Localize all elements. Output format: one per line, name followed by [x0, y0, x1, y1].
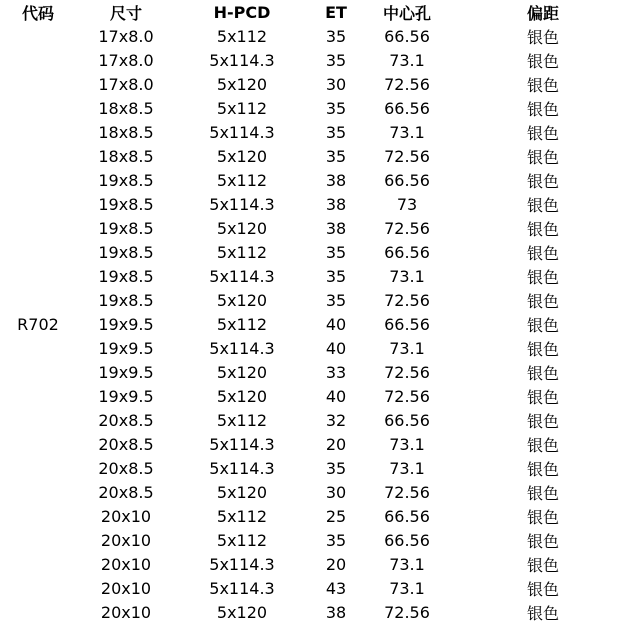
table-row: [0, 240, 636, 264]
cell-pcd: 5x112: [216, 314, 268, 334]
cell-center-bore: 66.56: [384, 410, 430, 430]
table-row: [0, 600, 636, 624]
cell-center-bore: 73.1: [389, 578, 425, 598]
table-row: [0, 552, 636, 576]
cell-offset: 银色: [526, 483, 559, 503]
cell-center-bore: 66.56: [384, 530, 430, 550]
cell-size: 19x9.5: [98, 314, 154, 334]
table-row: [0, 336, 636, 360]
cell-pcd: 5x120: [216, 386, 268, 406]
cell-offset: 银色: [526, 219, 559, 239]
header-pcd: H-PCD: [213, 2, 271, 22]
cell-et: 35: [325, 290, 347, 310]
cell-offset: 银色: [526, 411, 559, 431]
table-row: [0, 384, 636, 408]
cell-center-bore: 72.56: [384, 74, 430, 94]
cell-size: 20x10: [100, 602, 152, 622]
cell-offset: 银色: [526, 51, 559, 71]
cell-size: 19x9.5: [98, 386, 154, 406]
table-row: [0, 480, 636, 504]
cell-offset: 银色: [526, 27, 559, 47]
cell-center-bore: 73.1: [389, 338, 425, 358]
cell-offset: 银色: [526, 459, 559, 479]
table-row: [0, 432, 636, 456]
cell-pcd: 5x120: [216, 362, 268, 382]
table-row: [0, 216, 636, 240]
cell-size: 20x10: [100, 530, 152, 550]
cell-offset: 银色: [526, 147, 559, 167]
cell-et: 35: [325, 530, 347, 550]
cell-center-bore: 66.56: [384, 242, 430, 262]
cell-offset: 银色: [526, 339, 559, 359]
cell-et: 40: [325, 386, 347, 406]
table-row: [0, 288, 636, 312]
table-row: [0, 504, 636, 528]
cell-offset: 银色: [526, 363, 559, 383]
cell-center-bore: 72.56: [384, 146, 430, 166]
cell-size: 19x8.5: [98, 170, 154, 190]
cell-offset: 银色: [526, 531, 559, 551]
cell-et: 35: [325, 26, 347, 46]
cell-pcd: 5x112: [216, 506, 268, 526]
cell-code: R702: [17, 314, 59, 334]
table-row: [0, 144, 636, 168]
table-row: [0, 120, 636, 144]
cell-et: 40: [325, 338, 347, 358]
cell-pcd: 5x112: [216, 242, 268, 262]
cell-et: 33: [325, 362, 347, 382]
cell-et: 30: [325, 482, 347, 502]
cell-center-bore: 72.56: [384, 482, 430, 502]
cell-center-bore: 66.56: [384, 314, 430, 334]
cell-offset: 银色: [526, 195, 559, 215]
cell-size: 18x8.5: [98, 146, 154, 166]
table-row: [0, 528, 636, 552]
header-code: 代码: [21, 3, 54, 23]
cell-center-bore: 72.56: [384, 386, 430, 406]
cell-pcd: 5x120: [216, 218, 268, 238]
cell-et: 20: [325, 434, 347, 454]
cell-et: 35: [325, 458, 347, 478]
table-row: [0, 96, 636, 120]
cell-pcd: 5x112: [216, 170, 268, 190]
cell-pcd: 5x120: [216, 602, 268, 622]
cell-center-bore: 66.56: [384, 170, 430, 190]
cell-offset: 银色: [526, 123, 559, 143]
table-row: [0, 168, 636, 192]
cell-offset: 银色: [526, 579, 559, 599]
cell-offset: 银色: [526, 507, 559, 527]
cell-size: 19x8.5: [98, 266, 154, 286]
cell-center-bore: 66.56: [384, 506, 430, 526]
table-row: [0, 72, 636, 96]
cell-size: 18x8.5: [98, 98, 154, 118]
cell-et: 38: [325, 602, 347, 622]
cell-center-bore: 73: [396, 194, 418, 214]
cell-size: 19x9.5: [98, 338, 154, 358]
cell-et: 35: [325, 50, 347, 70]
cell-et: 35: [325, 98, 347, 118]
cell-center-bore: 66.56: [384, 98, 430, 118]
table-row: [0, 456, 636, 480]
header-et: ET: [325, 2, 347, 22]
cell-size: 18x8.5: [98, 122, 154, 142]
cell-center-bore: 73.1: [389, 122, 425, 142]
cell-center-bore: 73.1: [389, 50, 425, 70]
cell-offset: 银色: [526, 267, 559, 287]
cell-pcd: 5x114.3: [209, 194, 275, 214]
cell-offset: 银色: [526, 603, 559, 623]
cell-size: 17x8.0: [98, 26, 154, 46]
cell-offset: 银色: [526, 387, 559, 407]
cell-et: 35: [325, 146, 347, 166]
cell-pcd: 5x112: [216, 26, 268, 46]
cell-size: 20x8.5: [98, 434, 154, 454]
cell-center-bore: 73.1: [389, 458, 425, 478]
cell-et: 38: [325, 194, 347, 214]
cell-size: 19x8.5: [98, 290, 154, 310]
cell-pcd: 5x120: [216, 290, 268, 310]
cell-et: 35: [325, 242, 347, 262]
cell-pcd: 5x114.3: [209, 554, 275, 574]
cell-size: 19x8.5: [98, 242, 154, 262]
cell-et: 20: [325, 554, 347, 574]
cell-et: 30: [325, 74, 347, 94]
cell-pcd: 5x112: [216, 530, 268, 550]
cell-size: 20x10: [100, 578, 152, 598]
cell-size: 19x8.5: [98, 218, 154, 238]
cell-et: 35: [325, 122, 347, 142]
cell-size: 20x8.5: [98, 458, 154, 478]
table-body: [0, 24, 636, 624]
cell-size: 20x8.5: [98, 482, 154, 502]
cell-pcd: 5x120: [216, 74, 268, 94]
cell-offset: 银色: [526, 99, 559, 119]
cell-et: 35: [325, 266, 347, 286]
cell-center-bore: 72.56: [384, 602, 430, 622]
header-offset: 偏距: [526, 3, 559, 23]
table-row: [0, 48, 636, 72]
cell-pcd: 5x114.3: [209, 434, 275, 454]
cell-offset: 银色: [526, 291, 559, 311]
cell-et: 25: [325, 506, 347, 526]
table-header: [0, 0, 636, 24]
cell-pcd: 5x120: [216, 146, 268, 166]
cell-et: 38: [325, 170, 347, 190]
cell-size: 20x8.5: [98, 410, 154, 430]
cell-center-bore: 72.56: [384, 362, 430, 382]
cell-et: 32: [325, 410, 347, 430]
header-row: [0, 0, 636, 24]
cell-offset: 银色: [526, 555, 559, 575]
table-row: [0, 360, 636, 384]
cell-offset: 银色: [526, 435, 559, 455]
header-size: 尺寸: [109, 3, 142, 23]
table-row: [0, 576, 636, 600]
cell-pcd: 5x114.3: [209, 122, 275, 142]
cell-offset: 银色: [526, 75, 559, 95]
cell-center-bore: 72.56: [384, 290, 430, 310]
cell-size: 17x8.0: [98, 50, 154, 70]
cell-size: 19x8.5: [98, 194, 154, 214]
cell-offset: 银色: [526, 315, 559, 335]
cell-size: 20x10: [100, 506, 152, 526]
table-row: [0, 312, 636, 336]
table-row: [0, 264, 636, 288]
cell-pcd: 5x114.3: [209, 338, 275, 358]
table-row: [0, 408, 636, 432]
cell-et: 40: [325, 314, 347, 334]
cell-pcd: 5x114.3: [209, 266, 275, 286]
cell-size: 19x9.5: [98, 362, 154, 382]
cell-size: 20x10: [100, 554, 152, 574]
cell-center-bore: 73.1: [389, 266, 425, 286]
cell-pcd: 5x114.3: [209, 578, 275, 598]
cell-offset: 银色: [526, 243, 559, 263]
cell-center-bore: 66.56: [384, 26, 430, 46]
table-row: [0, 192, 636, 216]
cell-center-bore: 73.1: [389, 554, 425, 574]
cell-pcd: 5x112: [216, 98, 268, 118]
cell-offset: 银色: [526, 171, 559, 191]
cell-pcd: 5x120: [216, 482, 268, 502]
table-row: [0, 24, 636, 48]
cell-pcd: 5x114.3: [209, 458, 275, 478]
header-center-bore: 中心孔: [382, 3, 431, 23]
cell-size: 17x8.0: [98, 74, 154, 94]
cell-pcd: 5x112: [216, 410, 268, 430]
cell-et: 38: [325, 218, 347, 238]
cell-et: 43: [325, 578, 347, 598]
cell-pcd: 5x114.3: [209, 50, 275, 70]
cell-center-bore: 73.1: [389, 434, 425, 454]
cell-center-bore: 72.56: [384, 218, 430, 238]
